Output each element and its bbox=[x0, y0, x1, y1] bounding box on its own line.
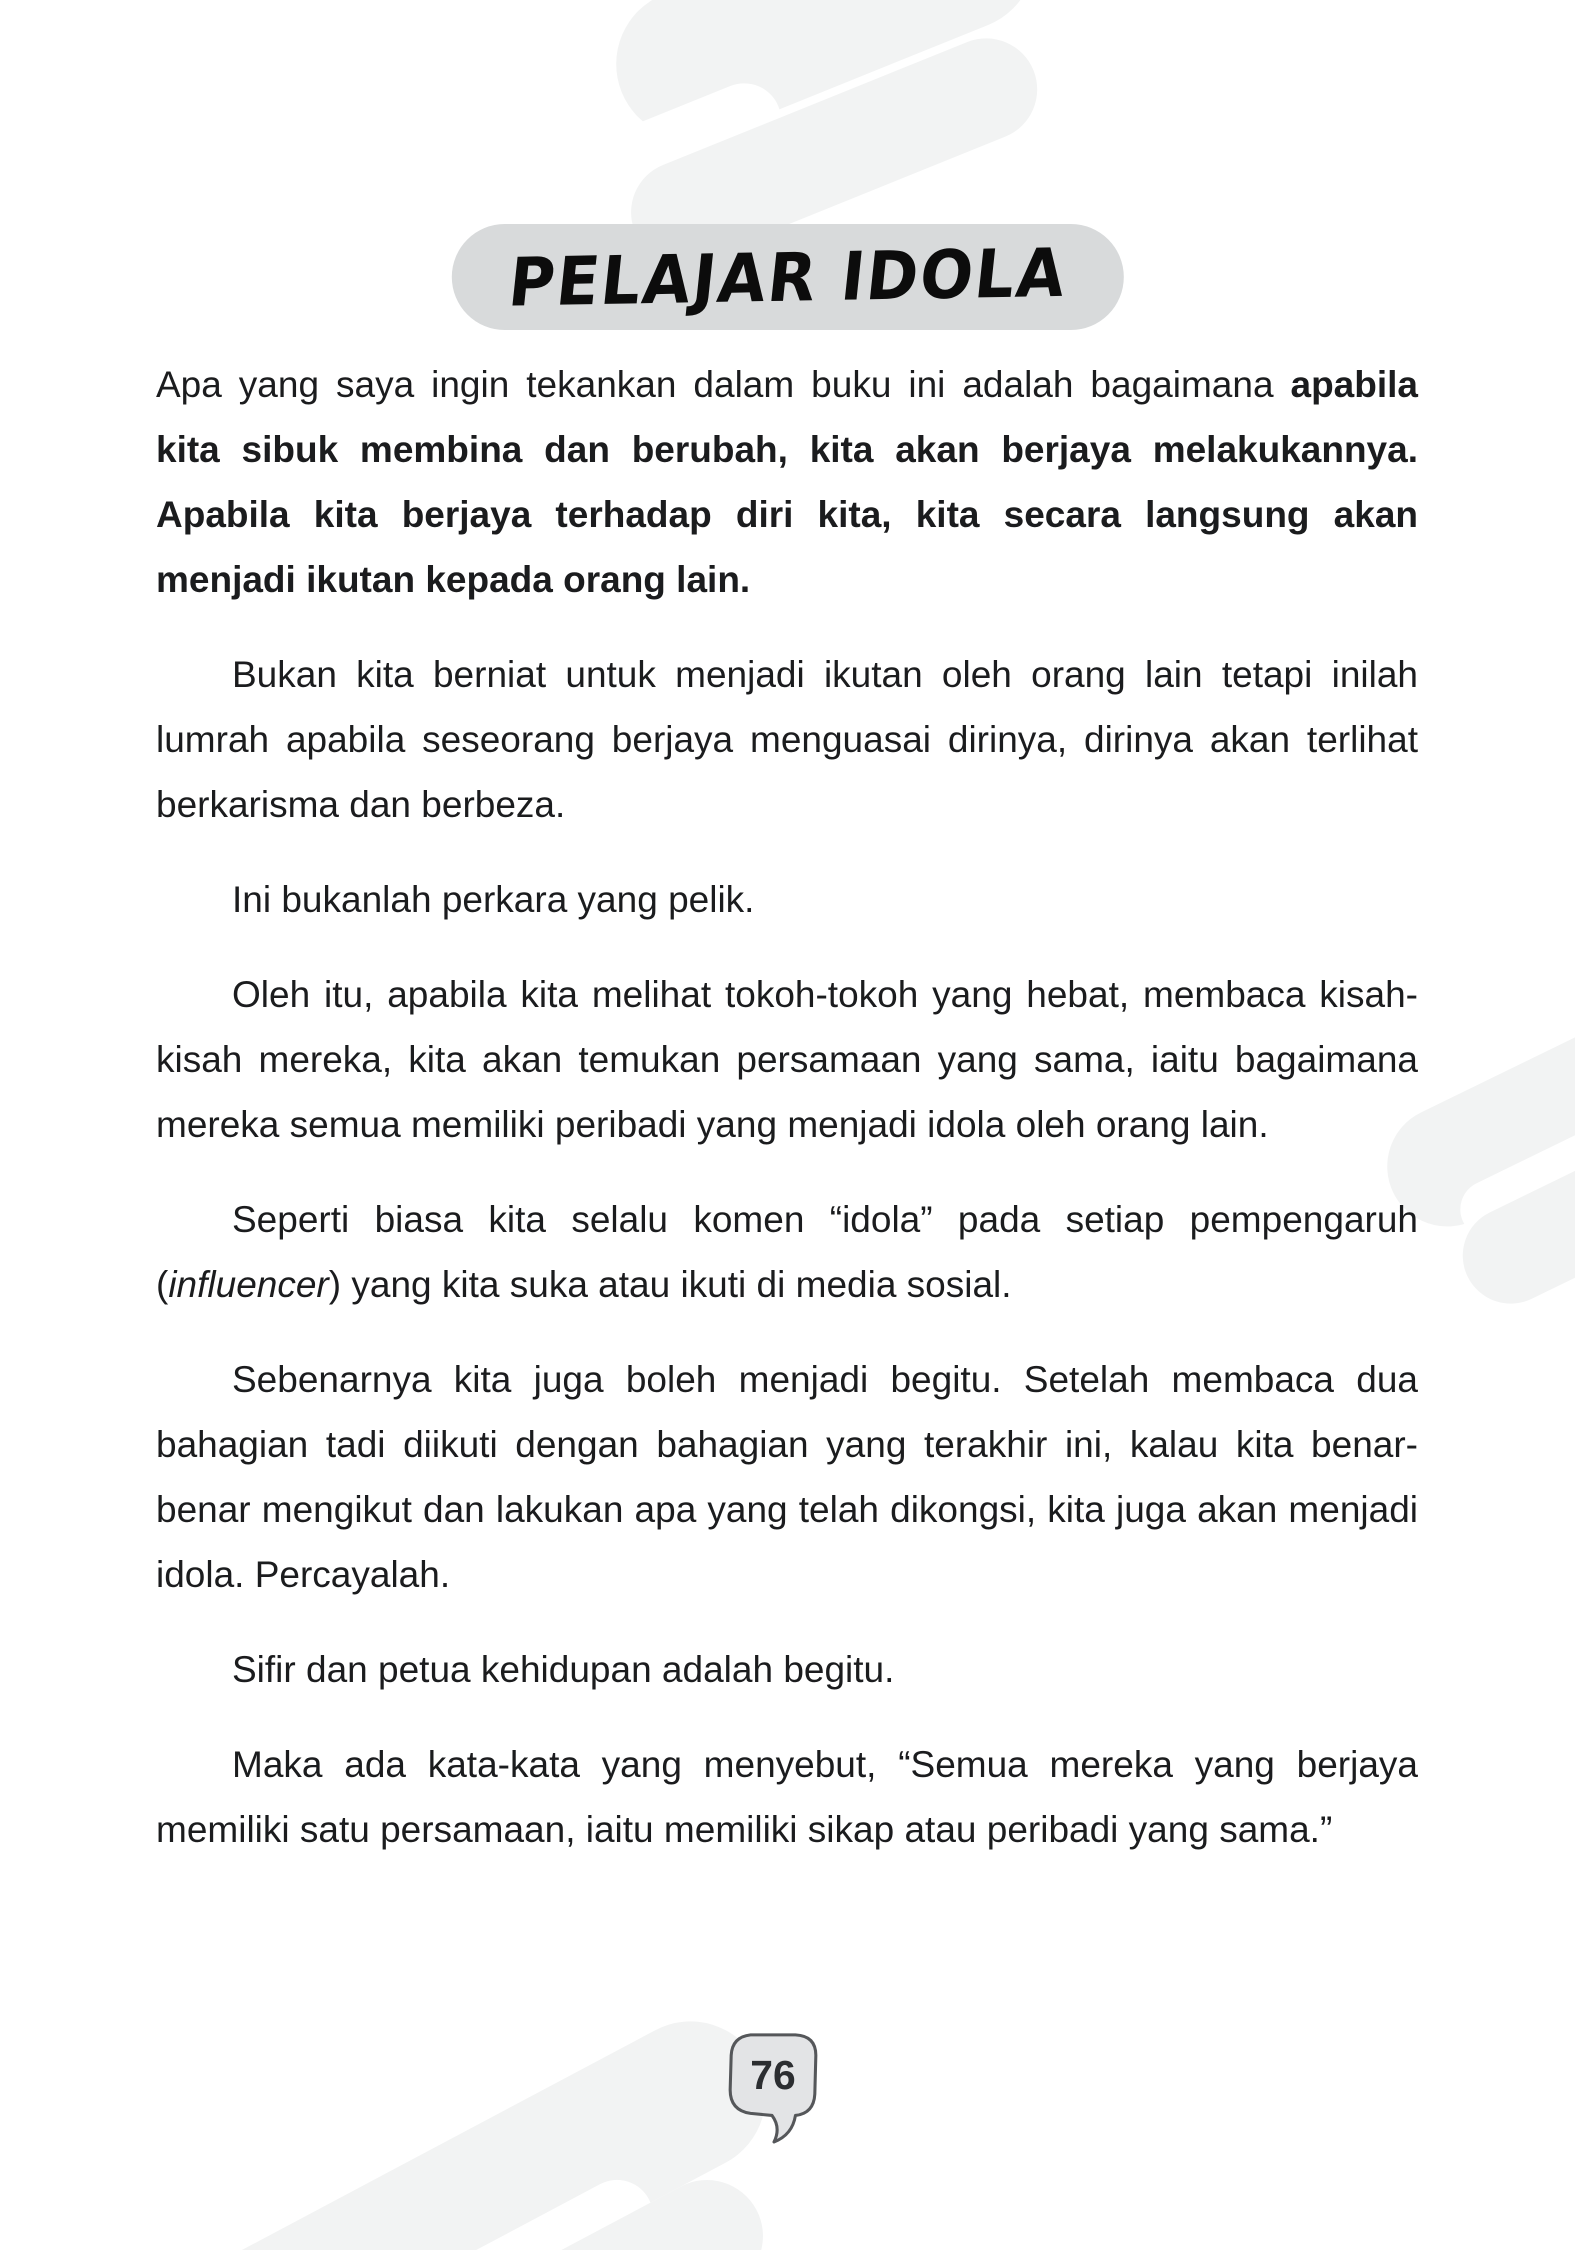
text-segment: Bukan kita berniat untuk menjadi ikutan oleh orang lain tetapi inilah lumrah apabila seseorang berjaya menguasai dirinya, dirinya akan terlihat berkarisma dan berbeza. bbox=[156, 654, 1418, 825]
text-segment: Oleh itu, apabila kita melihat tokoh-tokoh yang hebat, membaca kisah-kisah mereka, kita akan temukan persamaan yang sama, iaitu bagaimana mereka semua memiliki peribadi yang menjadi idola oleh orang lain. bbox=[156, 974, 1418, 1145]
paragraph bbox=[156, 1187, 1418, 1317]
text-segment: Apa yang saya ingin tekankan dalam buku ini adalah bagaimana bbox=[156, 364, 1291, 405]
text-segment: Ini bukanlah perkara yang pelik. bbox=[232, 879, 755, 920]
text-segment: Sifir dan petua kehidupan adalah begitu. bbox=[232, 1649, 895, 1690]
paragraph bbox=[156, 1347, 1418, 1607]
paragraph bbox=[156, 962, 1418, 1157]
chapter-title-pill bbox=[451, 224, 1123, 330]
text-segment: Maka ada kata-kata yang menyebut, “Semua mereka yang berjaya memiliki satu persamaan, iaitu memiliki sikap atau peribadi yang sama.” bbox=[156, 1744, 1418, 1850]
text-segment: Sebenarnya kita juga boleh menjadi begitu. Setelah membaca dua bahagian tadi diikuti dengan bahagian yang terakhir ini, kalau kita benar-benar mengikut dan lakukan apa yang telah dikongsi, kita juga akan menjadi idola. Percayalah. bbox=[156, 1359, 1418, 1595]
text-segment: apabila kita sibuk membina dan berubah, kita akan berjaya melakukannya. Apabila kita berjaya terhadap diri kita, kita secara langsung akan menjadi ikutan kepada orang lain. bbox=[156, 364, 1418, 600]
page-number: 76 bbox=[750, 2051, 796, 2098]
paragraph bbox=[156, 1732, 1418, 1862]
paragraph bbox=[156, 867, 1418, 932]
paragraph bbox=[156, 1637, 1418, 1702]
paragraph bbox=[156, 642, 1418, 837]
text-segment: Seperti biasa kita selalu komen “idola” pada setiap pempengaruh ( bbox=[156, 1199, 1418, 1305]
text-segment: ) yang kita suka atau ikuti di media sosial. bbox=[328, 1264, 1012, 1305]
chapter-title: PELAJAR IDOLA bbox=[504, 232, 1071, 322]
text-segment: influencer bbox=[168, 1264, 329, 1305]
paragraph bbox=[156, 352, 1418, 612]
page-number-bubble bbox=[722, 2028, 824, 2158]
body-text bbox=[156, 352, 1418, 1892]
